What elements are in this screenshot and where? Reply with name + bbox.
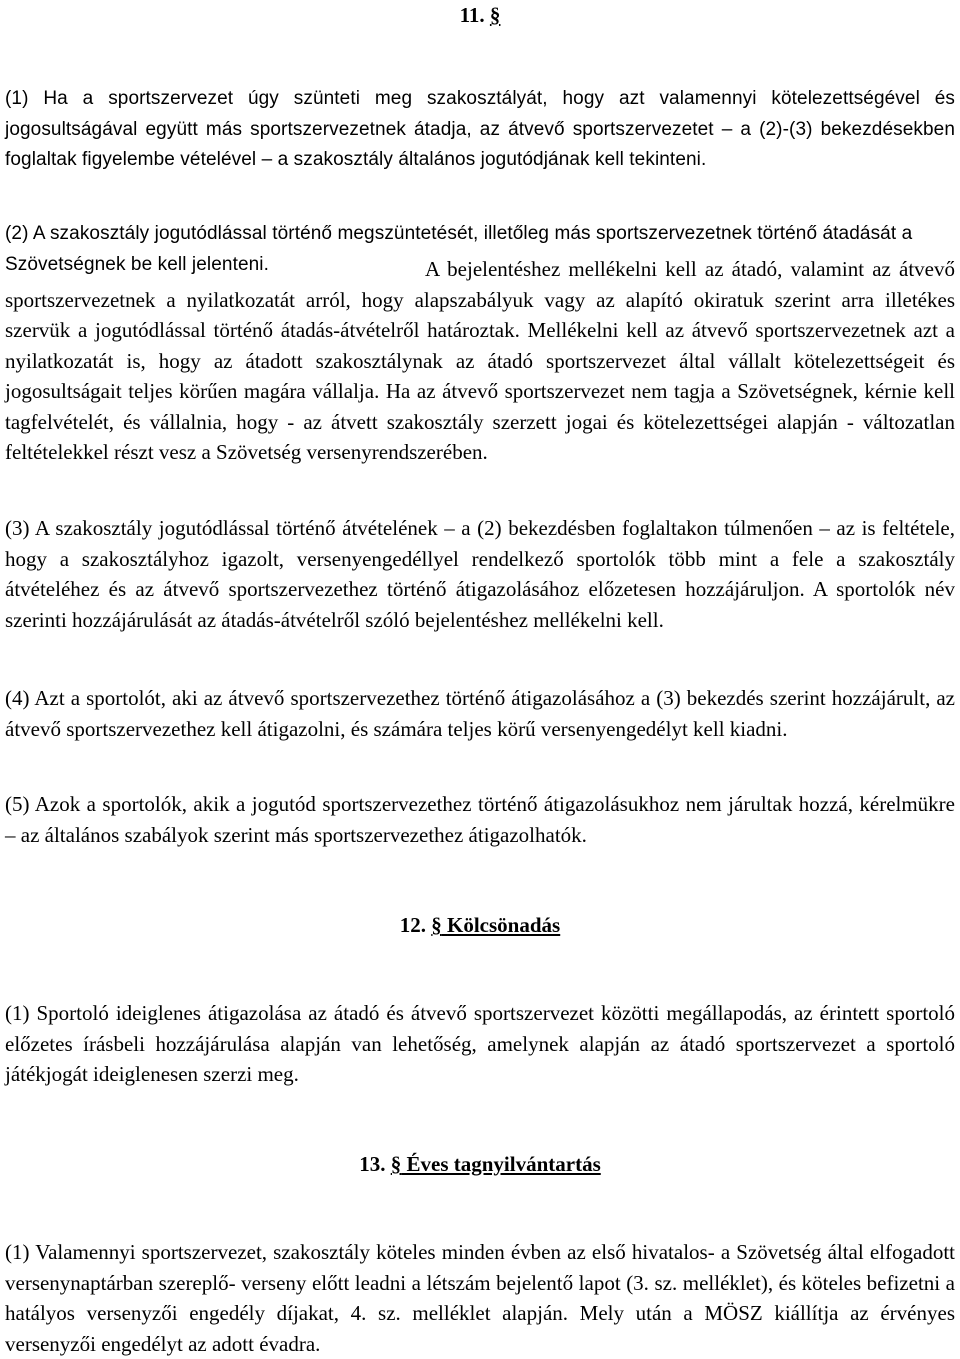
section-13-heading [0,1151,960,1177]
section-11-paragraph-2: (2) A szakosztály jogutódlással történő megszüntetését, illetőleg más sportszervezetnek történő átadását a Szövetségnek be kell jelenteni. [5,223,913,275]
section-number: 12. [399,913,427,937]
section-mark: § [390,1152,402,1176]
section-11-paragraph-3: (3) A szakosztály jogutódlással történő átvételének – a (2) bekezdésben foglaltakon túlmenően – az is feltétele, hogy a szakosztályhoz igazolt, versenyengedéllyel rendelkező sportolók több mint a fele a szakosztály átvételéhez és az átvevő sportszervezethez történő átigazolásához előzetesen hozzájáruljon. A sportolók név szerinti hozzájárulását az átadás-átvételről szóló bejelentéshez mellékelni kell. [5,516,955,632]
section-title-text: Éves tagnyilvántartás [406,1152,601,1176]
section-title [431,913,560,937]
section-title [391,1152,601,1176]
section-12-paragraph-1: (1) Sportoló ideiglenes átigazolása az átadó és átvevő sportszervezet közötti megállapodás, az érintett sportoló előzetes írásbeli hozzájárulása alapján van lehetőség, amelynek alapján az átadó sportszervezet a sportoló játékjogát ideiglenesen szerzi meg. [5,1001,955,1086]
section-title-text: Kölcsönadás [447,913,561,937]
section-11-paragraph-2-continued: A bejelentéshez mellékelni kell az átadó, valamint az átvevő sportszervezetnek a nyilatkozatát arról, hogy alapszabályuk vagy az alapító okiratuk szerint arra illetékes szervük a jogutódlással történő átadás-átvételről határoztak. Mellékelni kell az átvevő sportszervezetnek azt a nyilatkozatát is, hogy az átadott szakosztálynak az átadó sportszervezet által vállalt kötelezettségeit és jogosultságait teljes körűen magára vállalja. Ha az átvevő sportszervezet nem tagja a Szövetségnek, kérnie kell tagfelvételét, és vállalnia, hogy - az átvett szakosztály szerzett jogai és kötelezettségei alapján - változatlan feltételekkel részt vesz a Szövetség versenyrendszerében. [5,257,955,464]
section-number: 11. [459,3,485,27]
section-number: 13. [359,1152,386,1176]
section-11-paragraph-1: (1) Ha a sportszervezet úgy szünteti meg szakosztályát, hogy azt valamennyi kötelezettségével és jogosultságával együtt más sportszervezetnek átadja, az átvevő sportszervezetet – a (2)-(3) bekezdésekben foglaltak figyelembe vételével – a szakosztály általános jogutódjának kell tekinteni. [5,88,955,170]
section-11-paragraph-4: (4) Azt a sportolót, aki az átvevő sportszervezethez történő átigazolásához a (3) bekezdés szerint hozzájárult, az átvevő sportszervezethez kell átigazolni, és számára teljes körű versenyengedélyt kell kiadni. [5,686,955,741]
section-mark: § [431,913,442,937]
section-12-heading [0,912,960,938]
section-11-heading [0,2,960,28]
section-11-paragraph-5: (5) Azok a sportolók, akik a jogutód sportszervezethez történő átigazolásukhoz nem járultak hozzá, kérelmükre – az általános szabályok szerint más sportszervezethez átigazolhatók. [5,792,955,847]
section-13-paragraph-1: (1) Valamennyi sportszervezet, szakosztály köteles minden évben az első hivatalos- a Szövetség által elfogadott versenynaptárban szereplő- verseny előtt leadni a létszám bejelentő lapot (3. sz. melléklet), és köteles befizetni a hatályos versenyzői engedély díjakat, 4. sz. melléklet alapján. Mely után a MÖSZ kiállítja az érvényes versenyzői engedélyt az adott évadra. [5,1240,955,1356]
section-mark: § [489,3,501,27]
